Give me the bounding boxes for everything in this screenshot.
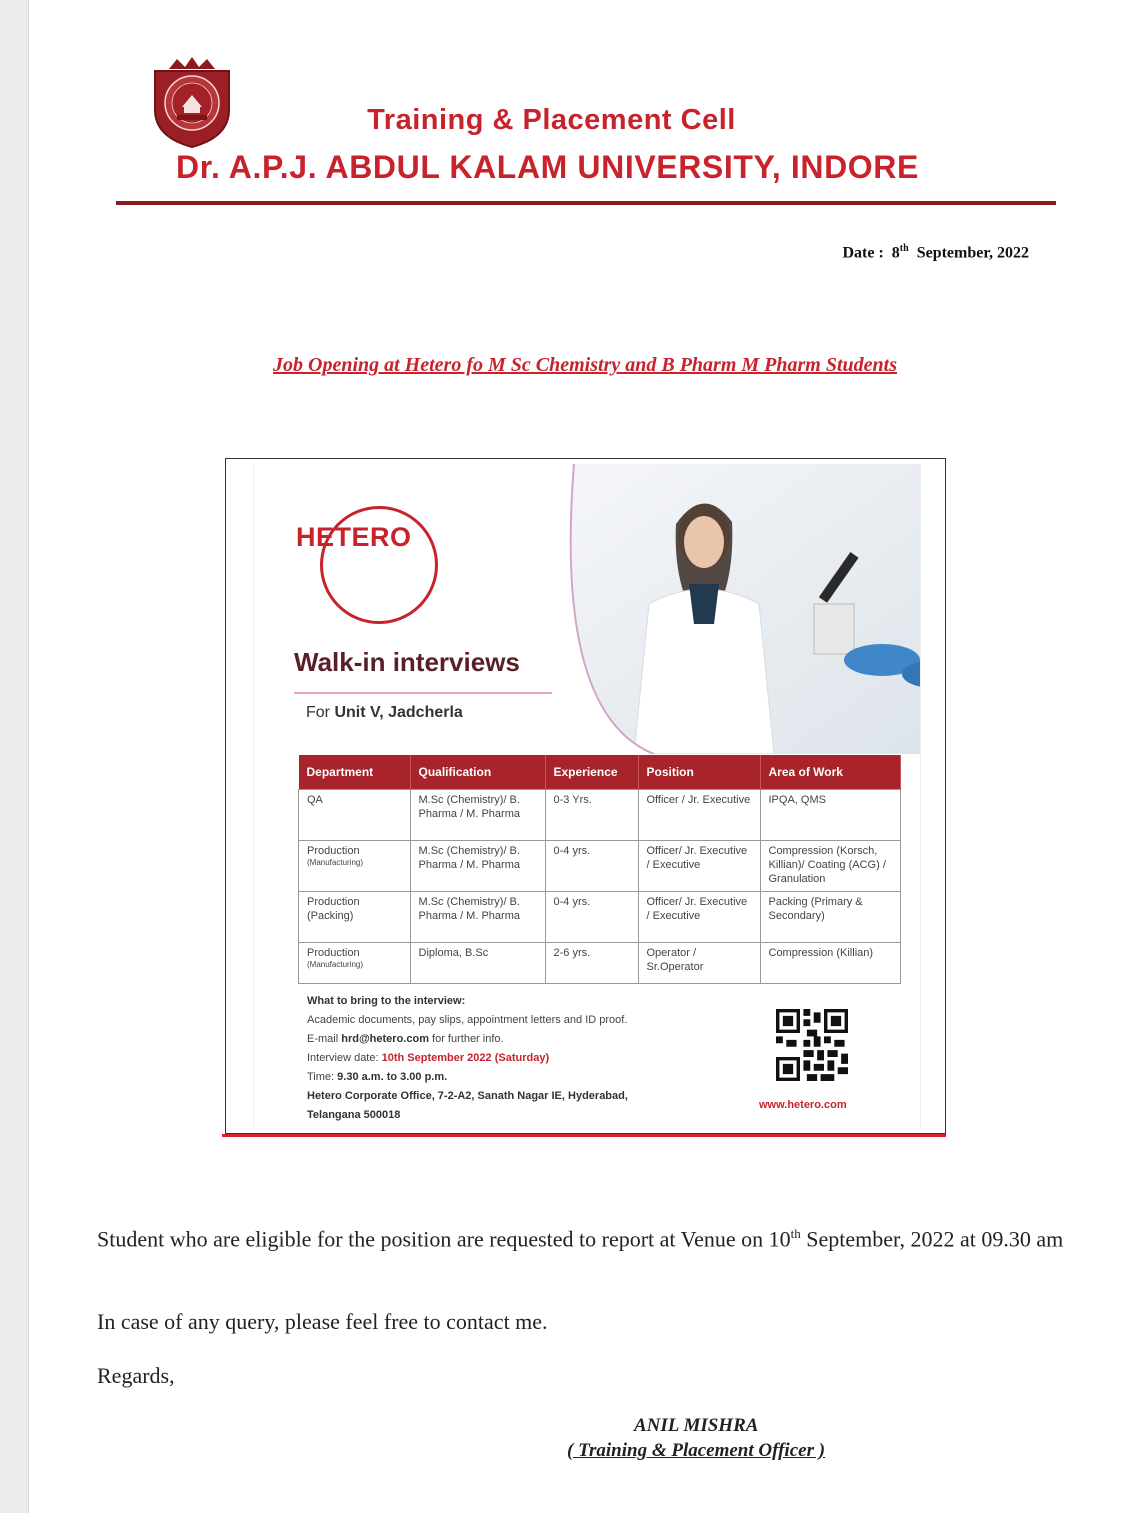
bring-docs: Academic documents, pay slips, appointment letters and ID proof. [307, 1014, 628, 1026]
poster-title-underline [294, 692, 552, 694]
poster-bottom-rule [222, 1134, 946, 1137]
cell-experience: 0-4 yrs. [545, 892, 638, 943]
table-row [299, 943, 901, 984]
cell-position: Officer / Jr. Executive [638, 790, 760, 841]
website-link[interactable]: www.hetero.com [759, 1099, 847, 1111]
col-department: Department [299, 755, 411, 790]
lab-scientists-photo [514, 464, 920, 754]
cell-position: Officer/ Jr. Executive / Executive [638, 892, 760, 943]
table-row [299, 841, 901, 892]
table-row [299, 892, 901, 943]
col-qualification: Qualification [410, 755, 545, 790]
header-divider [116, 201, 1056, 205]
venue-address-line1: Hetero Corporate Office, 7-2-A2, Sanath Nagar IE, Hyderabad, [307, 1090, 628, 1102]
cell-experience: 0-4 yrs. [545, 841, 638, 892]
signatory-name: ANIL MISHRA [634, 1415, 759, 1436]
interview-time: 9.30 a.m. to 3.00 p.m. [337, 1071, 448, 1083]
cell-position: Officer/ Jr. Executive / Executive [638, 841, 760, 892]
cell-qualification: M.Sc (Chemistry)/ B. Pharma / M. Pharma [410, 841, 545, 892]
subject-heading: Job Opening at Hetero fo M Sc Chemistry and B Pharm M Pharm Students [273, 354, 897, 376]
cell-experience: 2-6 yrs. [545, 943, 638, 984]
unit-location: For Unit V, Jadcherla [306, 704, 463, 721]
cell-qualification: Diploma, B.Sc [410, 943, 545, 984]
cell-position: Operator / Sr.Operator [638, 943, 760, 984]
cell-experience: 0-3 Yrs. [545, 790, 638, 841]
letter-date: Date : 8th September, 2022 [842, 243, 1029, 262]
hetero-poster [253, 464, 921, 1128]
cell-department: Production (Packing) [299, 892, 411, 943]
cell-area: IPQA, QMS [760, 790, 901, 841]
hetero-brand: HETERO [296, 522, 412, 552]
poster-title: Walk-in interviews [294, 647, 520, 677]
cell-department: Production (Manufacturing) [299, 943, 411, 984]
bring-heading: What to bring to the interview: [307, 995, 466, 1007]
table-header-row [299, 755, 901, 790]
positions-table [298, 755, 901, 984]
col-area-of-work: Area of Work [760, 755, 901, 790]
eligibility-paragraph: Student who are eligible for the position are requested to report at Venue on 10th September, 2022 at 09.30 am [97, 1226, 1064, 1252]
contact-email: hrd@hetero.com [341, 1033, 429, 1045]
page-left-margin [0, 0, 29, 1513]
cell-area: Packing (Primary & Secondary) [760, 892, 901, 943]
qr-code-icon [776, 1009, 848, 1081]
interview-date: 10th September 2022 (Saturday) [381, 1052, 550, 1064]
col-position: Position [638, 755, 760, 790]
regards-line: Regards, [97, 1363, 175, 1388]
cell-department: Production (Manufacturing) [299, 841, 411, 892]
interview-instructions: What to bring to the interview: Academic documents, pay slips, appointment letters and ID proof. E-mail hrd@hetero.com for further info. Interview date: 10th September 2022 (Saturday) Time: 9.30 a.m. to 3.00 p.m. Hetero Corporate Office, 7-2-A2, Sanath Nagar IE, Hyderabad, Telangana 500018 [307, 995, 628, 1121]
cell-area: Compression (Korsch, Killian)/ Coating (ACG) / Granulation [760, 841, 901, 892]
col-experience: Experience [545, 755, 638, 790]
cell-qualification: M.Sc (Chemistry)/ B. Pharma / M. Pharma [410, 790, 545, 841]
signatory-title: ( Training & Placement Officer ) [567, 1440, 826, 1461]
table-row [299, 790, 901, 841]
cell-title: Training & Placement Cell [367, 104, 736, 136]
university-name: Dr. A.P.J. ABDUL KALAM UNIVERSITY, INDORE [176, 149, 919, 185]
cell-department: QA [299, 790, 411, 841]
cell-area: Compression (Killian) [760, 943, 901, 984]
cell-qualification: M.Sc (Chemistry)/ B. Pharma / M. Pharma [410, 892, 545, 943]
query-paragraph: In case of any query, please feel free to contact me. [97, 1309, 548, 1334]
venue-address-line2: Telangana 500018 [307, 1109, 401, 1121]
